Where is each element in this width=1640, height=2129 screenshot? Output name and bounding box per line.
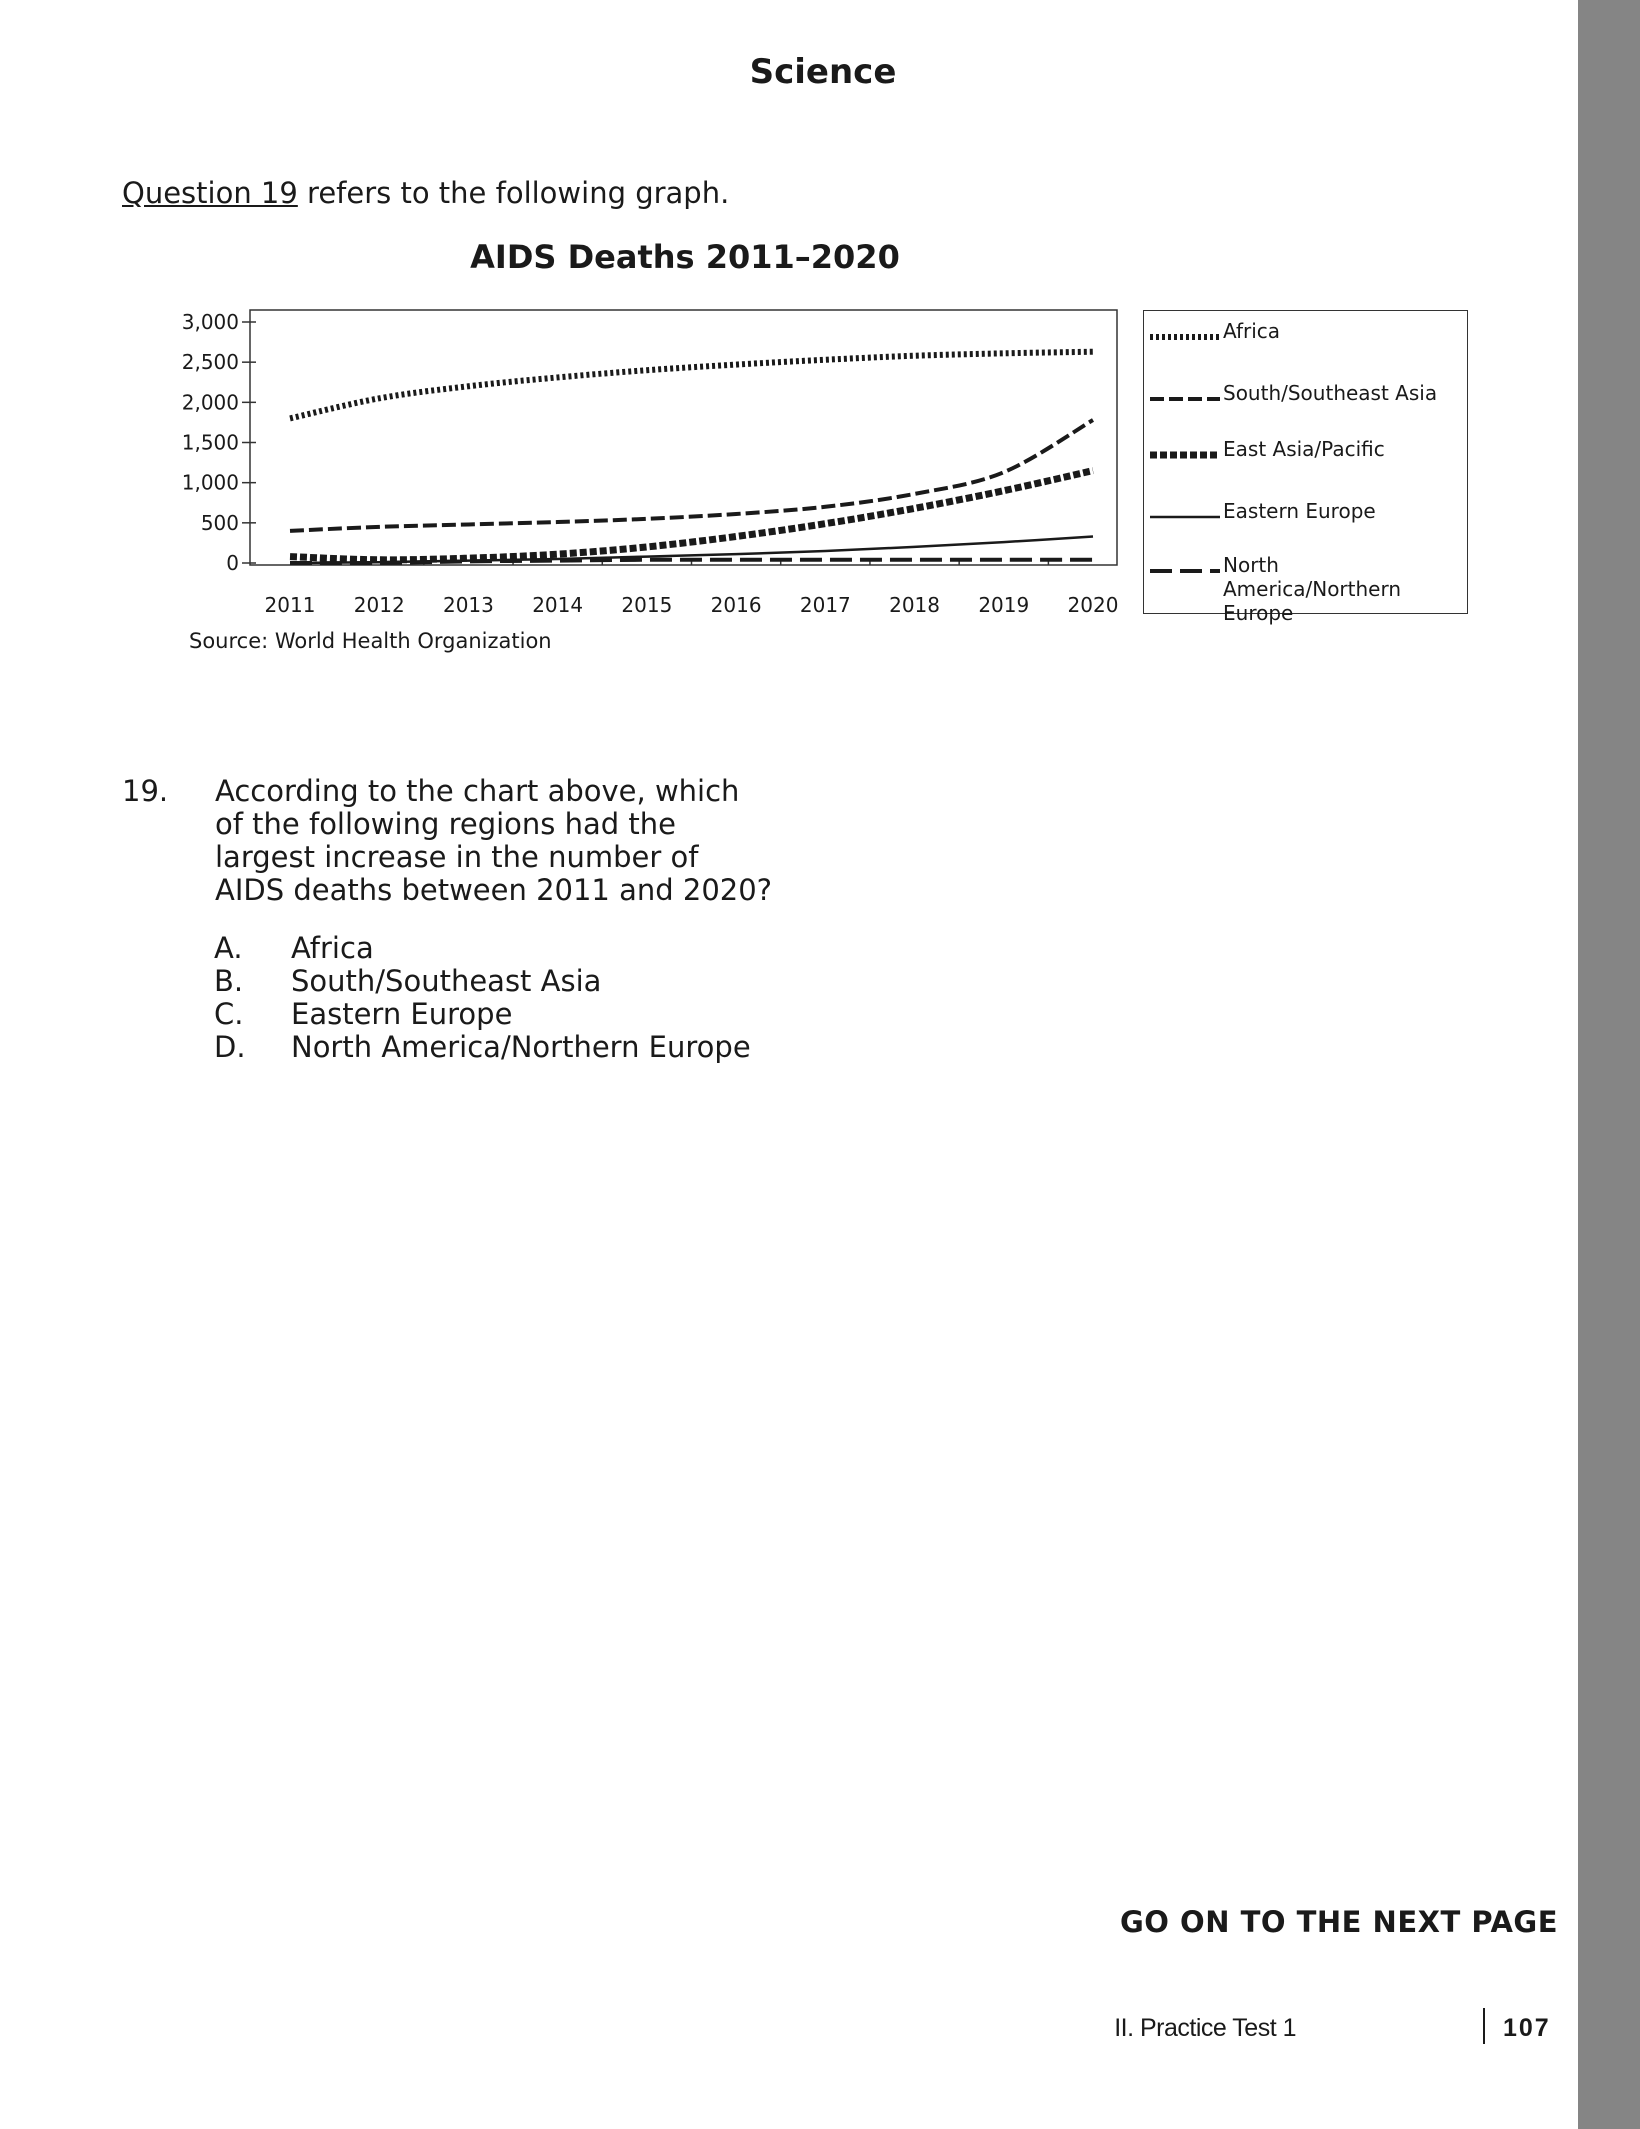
x-tick-label: 2020 <box>1067 593 1119 617</box>
x-tick-label: 2017 <box>799 593 851 617</box>
footer-divider <box>1483 2008 1485 2044</box>
y-tick-label: 1,500 <box>181 430 239 455</box>
choice-text: South/Southeast Asia <box>291 964 602 998</box>
legend-swatch <box>1150 567 1220 575</box>
legend-swatch <box>1150 513 1220 521</box>
intro-text: refers to the following graph. <box>297 176 730 210</box>
legend-label: Africa <box>1223 319 1281 343</box>
y-tick-label: 2,000 <box>181 390 239 415</box>
legend-label: East Asia/Pacific <box>1223 437 1385 461</box>
y-tick-label: 3,000 <box>181 310 239 334</box>
legend-label: South/Southeast Asia <box>1223 381 1438 405</box>
x-tick-label: 2012 <box>353 593 405 617</box>
y-tick-label: 2,500 <box>181 350 239 375</box>
x-tick-label: 2015 <box>621 593 673 617</box>
legend-swatch <box>1150 451 1220 459</box>
choice-letter: D. <box>214 1030 246 1064</box>
x-tick-label: 2018 <box>889 593 941 617</box>
question-number: 19. <box>122 774 169 808</box>
legend-swatch <box>1150 333 1220 341</box>
legend-label: North America/Northern Europe <box>1223 553 1402 625</box>
choice-letter: A. <box>214 931 243 965</box>
question-text: According to the chart above, which of the following regions had the largest increase in the number of AIDS deaths between 2011 and 2020? <box>215 774 773 907</box>
plot-frame <box>250 310 1117 565</box>
legend-swatch <box>1150 395 1220 403</box>
chart-legend <box>1143 310 1468 625</box>
choice-text: Eastern Europe <box>291 997 513 1031</box>
section-title: Science <box>749 52 897 92</box>
page-number: 107 <box>1503 2014 1551 2042</box>
x-tick-label: 2014 <box>532 593 584 617</box>
series-line-0 <box>290 352 1093 419</box>
question-reference: Question 19 <box>122 176 298 210</box>
x-tick-label: 2019 <box>978 593 1030 617</box>
legend-label: Eastern Europe <box>1223 499 1376 523</box>
footer-section-label: II. Practice Test 1 <box>1114 2014 1296 2042</box>
chart-source: Source: World Health Organization <box>189 629 552 653</box>
go-to-next-page: GO ON TO THE NEXT PAGE <box>1120 1905 1559 1939</box>
choice-letter: B. <box>214 964 244 998</box>
chart-title: AIDS Deaths 2011–2020 <box>470 238 900 276</box>
choice-text: North America/Northern Europe <box>291 1030 751 1064</box>
y-tick-label: 500 <box>200 510 239 535</box>
choice-text: Africa <box>291 931 374 965</box>
x-tick-label: 2016 <box>710 593 762 617</box>
x-tick-label: 2011 <box>264 593 316 617</box>
choice-letter: C. <box>214 997 244 1031</box>
y-tick-label: 0 <box>226 551 239 575</box>
y-tick-label: 1,000 <box>181 470 239 495</box>
series-line-1 <box>290 420 1093 531</box>
x-tick-label: 2013 <box>442 593 494 617</box>
